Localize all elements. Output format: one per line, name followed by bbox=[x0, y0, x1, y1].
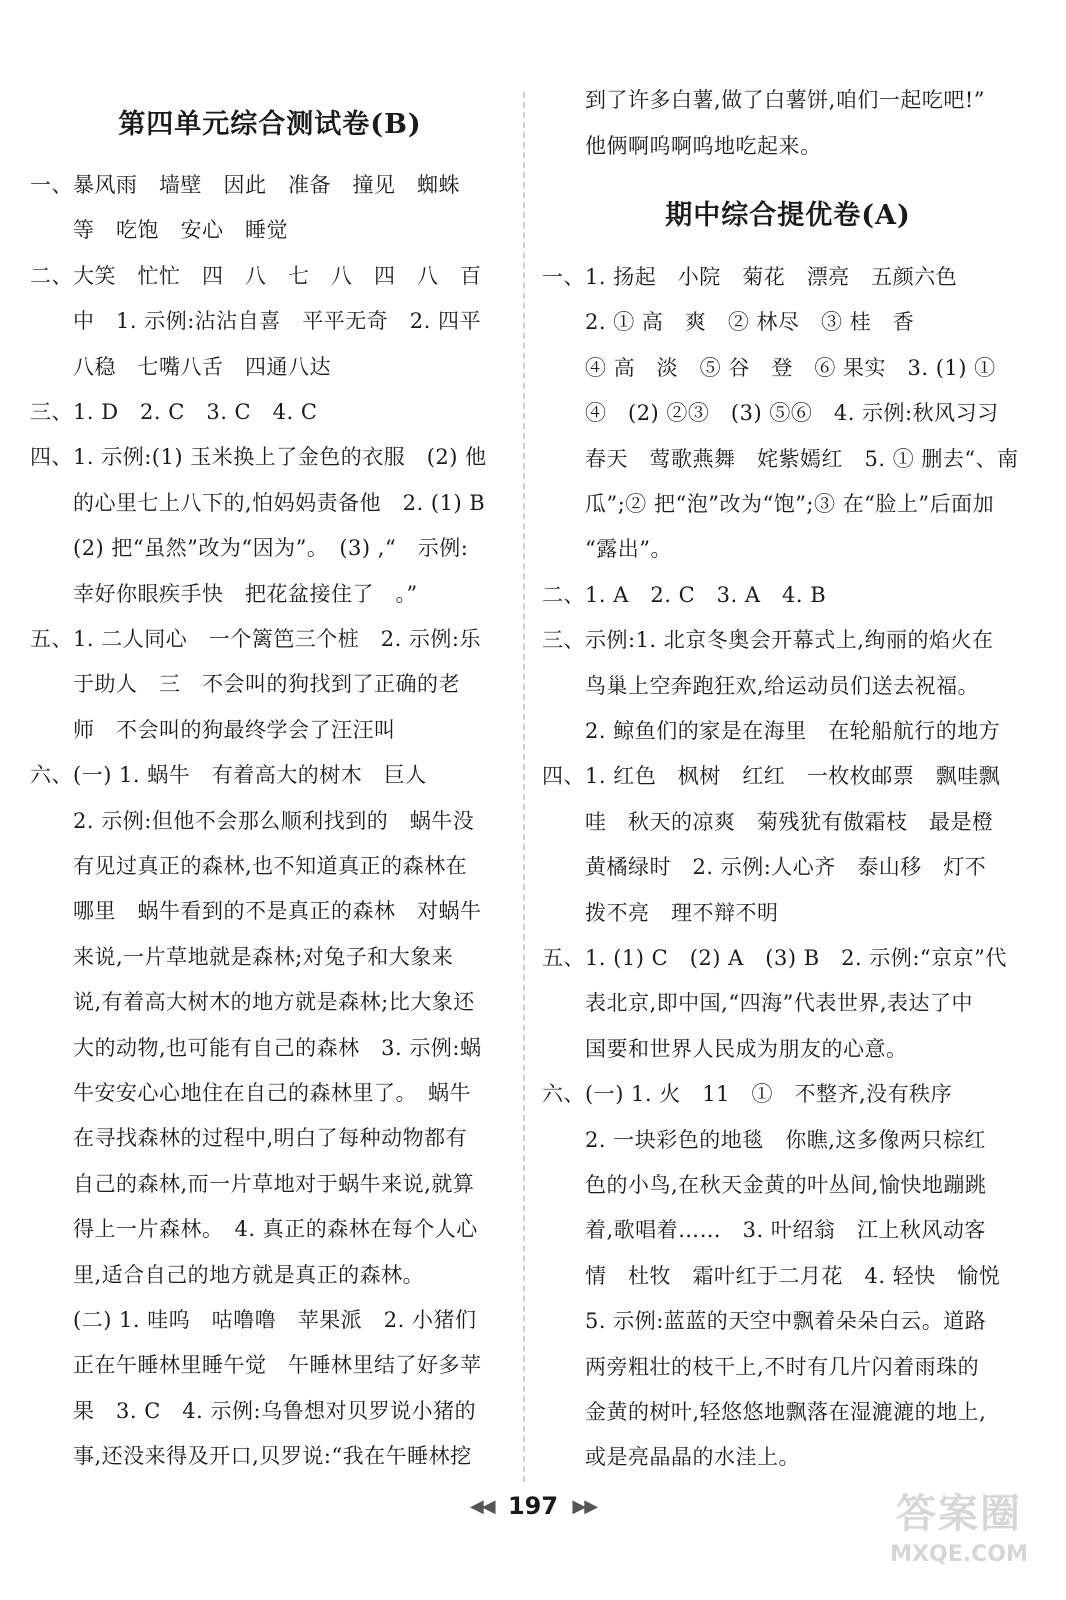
watermark-title: 答案圈 bbox=[896, 1491, 1022, 1537]
watermark-logo bbox=[874, 1488, 1044, 1584]
answer-line: 于助人 三 不会叫的狗找到了正确的老 bbox=[30, 672, 460, 697]
answer-line: (2) 把“虽然”改为“因为”。 (3) ,“ 示例: bbox=[30, 536, 469, 561]
answer-line: 四、1. 示例:(1) 玉米换上了金色的衣服 (2) 他 bbox=[30, 445, 487, 470]
answer-line: 情 杜牧 霜叶红于二月花 4. 轻快 愉悦 bbox=[542, 1263, 1001, 1288]
answer-line: 5. 示例:蓝蓝的天空中飘着朵朵白云。道路 bbox=[542, 1309, 987, 1334]
answer-line: ④ (2) ②③ (3) ⑤⑥ 4. 示例:秋风习习 bbox=[542, 401, 999, 426]
answer-line: 或是亮晶晶的水洼上。 bbox=[542, 1445, 800, 1470]
answer-line: 里,适合自己的地方就是真正的森林。 bbox=[30, 1262, 425, 1287]
answer-line: 正在午睡林里睡午觉 午睡林里结了好多苹 bbox=[30, 1353, 482, 1378]
answer-line: 在寻找森林的过程中,明白了每种动物都有 bbox=[30, 1126, 468, 1151]
answer-line: (二) 1. 哇呜 咕噜噜 苹果派 2. 小猪们 bbox=[30, 1308, 477, 1332]
answer-line: 五、1. 二人同心 一个篱笆三个桩 2. 示例:乐 bbox=[30, 627, 481, 651]
answer-line: 四、1. 红色 枫树 红红 一枚枚邮票 飘哇飘 bbox=[542, 764, 1001, 789]
answer-line: ④ 高 淡 ⑤ 谷 登 ⑥ 果实 3. (1) ① bbox=[542, 355, 996, 380]
answer-line: 二、1. A 2. C 3. A 4. B bbox=[542, 582, 827, 607]
answer-line: 事,还没来得及开口,贝罗说:“我在午睡林挖 bbox=[30, 1444, 472, 1469]
left-section-title: 第四单元综合测试卷(B) bbox=[118, 109, 422, 140]
answer-line: 果 3. C 4. 示例:乌鲁想对贝罗说小猪的 bbox=[30, 1398, 477, 1423]
answer-line: 三、1. D 2. C 3. C 4. C bbox=[30, 400, 318, 424]
answer-line: 来说,一片草地就是森林;对兔子和大象来 bbox=[30, 944, 454, 969]
answer-line: 他俩啊呜啊呜地吃起来。 bbox=[542, 134, 822, 158]
answer-line: 自己的森林,而一片草地对于蜗牛来说,就算 bbox=[30, 1171, 475, 1196]
answer-line: 幸好你眼疾手快 把花盆接住了 。” bbox=[30, 581, 418, 606]
answer-line: 的心里七上八下的,怕妈妈责备他 2. (1) B bbox=[30, 490, 486, 515]
column-divider bbox=[523, 92, 525, 1482]
answer-line: 等 吃饱 安心 睡觉 bbox=[30, 218, 288, 243]
answer-line: 2. 鲸鱼们的家是在海里 在轮船航行的地方 bbox=[542, 719, 1001, 743]
answer-line: 两旁粗壮的枝干上,不时有几片闪着雨珠的 bbox=[542, 1354, 980, 1379]
answer-line: 牛安安心心地住在自己的森林里了。 蜗牛 bbox=[30, 1081, 471, 1105]
prev-arrows-icon: ◀◀ bbox=[469, 1496, 494, 1517]
answer-line: 哪里 蜗牛看到的不是真正的森林 对蜗牛 bbox=[30, 899, 482, 924]
answer-line: 六、(一) 1. 蜗牛 有着高大的树木 巨人 bbox=[30, 763, 427, 788]
answer-line: 师 不会叫的狗最终学会了汪汪叫 bbox=[30, 717, 396, 742]
answer-line: 国要和世界人民成为朋友的心意。 bbox=[542, 1036, 908, 1061]
answer-line: 哇 秋天的凉爽 菊残犹有傲霜枝 最是橙 bbox=[542, 809, 994, 834]
answer-line: 2. 示例:但他不会那么顺利找到的 蜗牛没 bbox=[30, 808, 475, 833]
answer-line: 表北京,即中国,“四海”代表世界,表达了中 bbox=[542, 991, 973, 1016]
answer-line: 大的动物,也可能有自己的森林 3. 示例:蜗 bbox=[30, 1035, 482, 1060]
answer-line: 2. 一块彩色的地毯 你瞧,这多像两只棕红 bbox=[542, 1127, 986, 1152]
answer-line: 二、大笑 忙忙 四 八 七 八 四 八 百 bbox=[30, 263, 482, 288]
answer-line: 有见过真正的森林,也不知道真正的森林在 bbox=[30, 854, 468, 878]
answer-line: 说,有着高大树木的地方就是森林;比大象还 bbox=[30, 990, 475, 1015]
answer-line: 色的小鸟,在秋天金黄的叶丛间,愉快地蹦跳 bbox=[542, 1173, 987, 1197]
right-section-title: 期中综合提优卷(A) bbox=[665, 200, 911, 231]
answer-line: 一、1. 扬起 小院 菊花 漂亮 五颜六色 bbox=[542, 265, 958, 289]
answer-line: 中 1. 示例:沾沾自喜 平平无奇 2. 四平 bbox=[30, 309, 481, 334]
answer-line: 2. ① 高 爽 ② 林尽 ③ 桂 香 bbox=[542, 310, 915, 335]
answer-line: “露出”。 bbox=[542, 537, 672, 562]
answer-line: 三、示例:1. 北京冬奥会开幕式上,绚丽的焰火在 bbox=[542, 628, 994, 653]
answer-line: 六、(一) 1. 火 11 ① 不整齐,没有秩序 bbox=[542, 1082, 953, 1107]
answer-line: 五、1. (1) C (2) A (3) B 2. 示例:“京京”代 bbox=[542, 946, 1007, 970]
answer-line: 鸟巢上空奔跑狂欢,给运动员们送去祝福。 bbox=[542, 673, 980, 698]
answer-line: 黄橘绿时 2. 示例:人心齐 泰山移 灯不 bbox=[542, 855, 987, 880]
answer-line: 一、暴风雨 墙壁 因此 准备 撞见 蜘蛛 bbox=[30, 173, 460, 197]
answer-line: 金黄的树叶,轻悠悠地飘落在湿漉漉的地上, bbox=[542, 1400, 987, 1424]
answer-line: 八稳 七嘴八舌 四通八达 bbox=[30, 354, 331, 379]
answer-line: 拨不亮 理不辩不明 bbox=[542, 900, 779, 925]
answer-line: 春天 莺歌燕舞 姹紫嫣红 5. ① 删去“、南 bbox=[542, 446, 1019, 471]
answer-line: 着,歌唱着…… 3. 叶绍翁 江上秋风动客 bbox=[542, 1218, 986, 1243]
next-arrows-icon: ▶▶ bbox=[572, 1496, 597, 1517]
answer-line: 到了许多白薯,做了白薯饼,咱们一起吃吧!” bbox=[542, 88, 986, 112]
watermark-url: MXQE.COM bbox=[890, 1542, 1028, 1567]
page-number: 197 bbox=[507, 1492, 559, 1520]
answer-line: 瓜”;② 把“泡”改为“饱”;③ 在“脸上”后面加 bbox=[542, 492, 995, 516]
answer-line: 得上一片森林。 4. 真正的森林在每个人心 bbox=[30, 1217, 478, 1242]
